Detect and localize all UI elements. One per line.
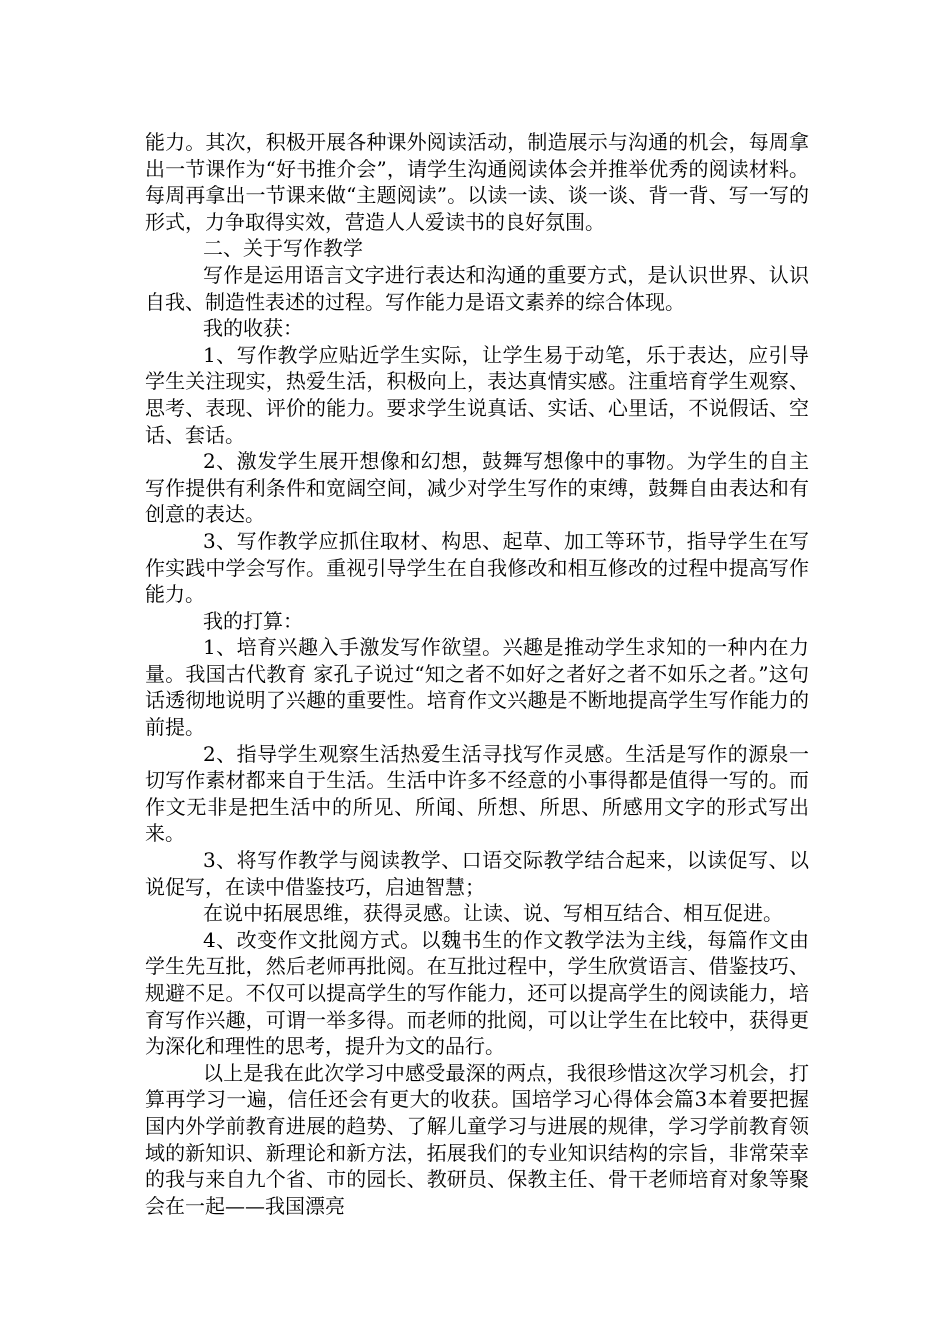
plan-item-2: 2、指导学生观察生活热爱生活寻找写作灵感。生活是写作的源泉一切写作素材都来自于生活。生活中许多不经意的小事得都是值得一写的。而作文无非是把生活中的所见、所闻、所想、所思、所感用文字的形式写出来。 bbox=[145, 741, 809, 846]
subheading-gains: 我的收获： bbox=[203, 316, 303, 341]
gain-item-3: 3、写作教学应抓住取材、构思、起草、加工等环节，指导学生在写作实践中学会写作。重视引导学生在自我修改和相互修改的过程中提高写作能力。 bbox=[145, 528, 809, 607]
plan-item-3-continued: 在说中拓展思维，获得灵感。让读、说、写相互结合、相互促进。 bbox=[203, 901, 783, 926]
section-heading-writing: 二、关于写作教学 bbox=[203, 236, 363, 261]
paragraph-conclusion: 以上是我在此次学习中感受最深的两点，我很珍惜这次学习机会，打算再学习一遍，信任还会有更大的收获。国培学习心得体会篇3本着要把握国内外学前教育进展的趋势、了解儿童学习与进展的规律，学习学前教育领域的新知识、新理论和新方法，拓展我们的专业知识结构的宗旨，非常荣幸的我与来自九个省、市的园长、教研员、保教主任、骨干老师培育对象等聚会在一起——我国漂亮 bbox=[145, 1060, 809, 1218]
paragraph-continuation: 能力。其次，积极开展各种课外阅读活动，制造展示与沟通的机会，每周拿出一节课作为“好书推介会”，请学生沟通阅读体会并推举优秀的阅读材料。每周再拿出一节课来做“主题阅读”。以读一读、谈一谈、背一背、写一写的形式，力争取得实效，营造人人爱读书的良好氛围。 bbox=[145, 130, 809, 234]
plan-item-3: 3、将写作教学与阅读教学、口语交际教学结合起来，以读促写、以说促写，在读中借鉴技巧，启迪智慧； bbox=[145, 848, 809, 899]
subheading-plans: 我的打算： bbox=[203, 608, 303, 633]
plan-item-4: 4、改变作文批阅方式。以魏书生的作文教学法为主线，每篇作文由学生先互批，然后老师再批阅。在互批过程中，学生欣赏语言、借鉴技巧、规避不足。不仅可以提高学生的写作能力，还可以提高学生的阅读能力，培育写作兴趣，可谓一举多得。而老师的批阅，可以让学生在比较中，获得更为深化和理性的思考，提升为文的品行。 bbox=[145, 927, 809, 1059]
gain-item-1: 1、写作教学应贴近学生实际，让学生易于动笔，乐于表达，应引导学生关注现实，热爱生活，积极向上，表达真情实感。注重培育学生观察、思考、表现、评价的能力。要求学生说真话、实话、心里话，不说假话、空话、套话。 bbox=[145, 342, 809, 447]
document-body bbox=[145, 129, 809, 1219]
gain-item-2: 2、激发学生展开想像和幻想，鼓舞写想像中的事物。为学生的自主写作提供有利条件和宽阔空间，减少对学生写作的束缚，鼓舞自由表达和有创意的表达。 bbox=[145, 449, 809, 527]
plan-item-1: 1、培育兴趣入手激发写作欲望。兴趣是推动学生求知的一种内在力量。我国古代教育 家孔子说过“知之者不如好之者好之者不如乐之者。”这句话透彻地说明了兴趣的重要性。培育作文兴趣是不断地提高学生写作能力的前提。 bbox=[145, 635, 809, 740]
paragraph-writing-intro: 写作是运用语言文字进行表达和沟通的重要方式，是认识世界、认识自我、制造性表述的过程。写作能力是语文素养的综合体现。 bbox=[145, 262, 809, 314]
